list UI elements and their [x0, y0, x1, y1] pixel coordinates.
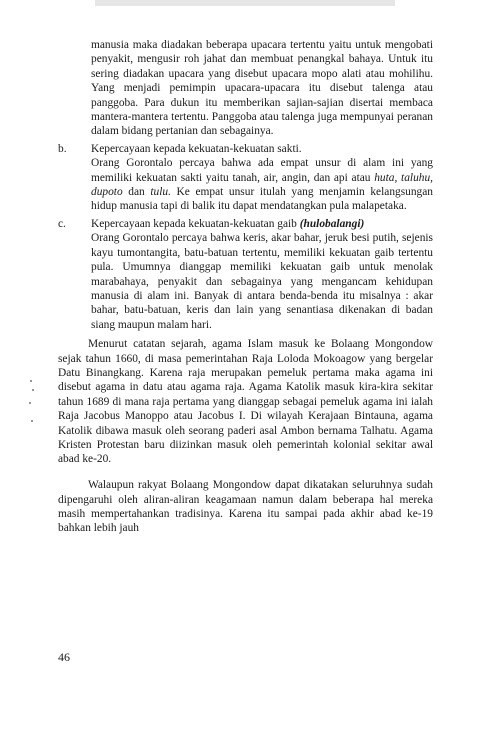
intro-paragraph: manusia maka diadakan beberapa upacara tertentu yaitu untuk mengobati penyakit, mengusir roh jahat dan membuat penangkal bahaya. Untuk itu sering diadakan upacara yang disebut upacara mopo alati atau mohilihu. Yang menjadi pemimpin upacara-upacara itu disebut talenga atau panggoba. Para dukun itu memberikan sajian-sajian disertai membaca mantera-mantera tertentu. Panggoba atau talenga juga mempunyai peranan dalam bidang pertanian dan sebagainya.	[91, 39, 433, 138]
page-content	[58, 38, 433, 547]
item-label: b.	[58, 142, 67, 155]
body-paragraph: Menurut catatan sejarah, agama Islam masuk ke Bolaang Mongondow sejak tahun 1660, di masa pemerintahan Raja Loloda Mokoagow yang bergelar Datu Binangkang. Karena raja merupakan pemeluk pertama maka agama ini disebut agama in datu atau agama raja. Agama Katolik masuk kira-kira sekitar tahun 1689 di mana raja pertama yang dianggap sebagai pemeluk agama ini ialah Raja Jacobus Manoppo atau Jacobus I. Di wilayah Kerajaan Bintauna, agama Katolik dibawa masuk oleh seorang paderi asal Ambon bernama Talhatu. Agama Kristen Protestan baru diizinkan masuk oleh pemerintah kolonial sekitar awal abad ke-20.	[58, 338, 433, 466]
item-title: Kepercayaan kepada kekuatan-kekuatan gaib (hulobalangi)	[91, 217, 365, 230]
scan-specks	[28, 380, 38, 430]
item-title: Kepercayaan kepada kekuatan-kekuatan sakti.	[91, 142, 302, 155]
item-body: Orang Gorontalo percaya bahwa keris, akar bahar, jeruk besi putih, sejenis kayu tumontangita, batu-batuan tertentu, memiliki kekuatan gaib tertentu pula. Umumnya dianggap memiliki kekuatan gaib untuk menolak marabahaya, penyakit dan sebagainya yang mengancam kehidupan manusia di alam ini. Banyak di antara benda-benda itu misalnya : akar bahar, batu-batuan, keris dan lain yang senantiasa dikenakan di badan siang maupun malam hari.	[91, 232, 433, 331]
list-item-c	[58, 217, 433, 332]
body-paragraph: Walaupun rakyat Bolaang Mongondow dapat dikatakan seluruhnya sudah dipengaruhi oleh aliran-aliran keagamaan namun dalam beberapa hal mereka masih mempertahankan tradisinya. Karena itu sampai pada akhir abad ke-19 bahkan lebih jauh	[58, 479, 433, 535]
item-body: Orang Gorontalo percaya bahwa ada empat unsur di alam ini yang memiliki kekuatan sakti yaitu tanah, air, angin, dan api atau huta, taluhu, dupoto dan tulu. Ke empat unsur itulah yang menjamin kelangsungan hidup manusia tapi di balik itu dapat mendatangkan pula malapetaka.	[91, 157, 434, 213]
item-label: c.	[58, 217, 66, 230]
list-item-b	[58, 142, 433, 214]
top-edge-artifact	[95, 0, 395, 6]
page-number: 46	[58, 650, 70, 664]
